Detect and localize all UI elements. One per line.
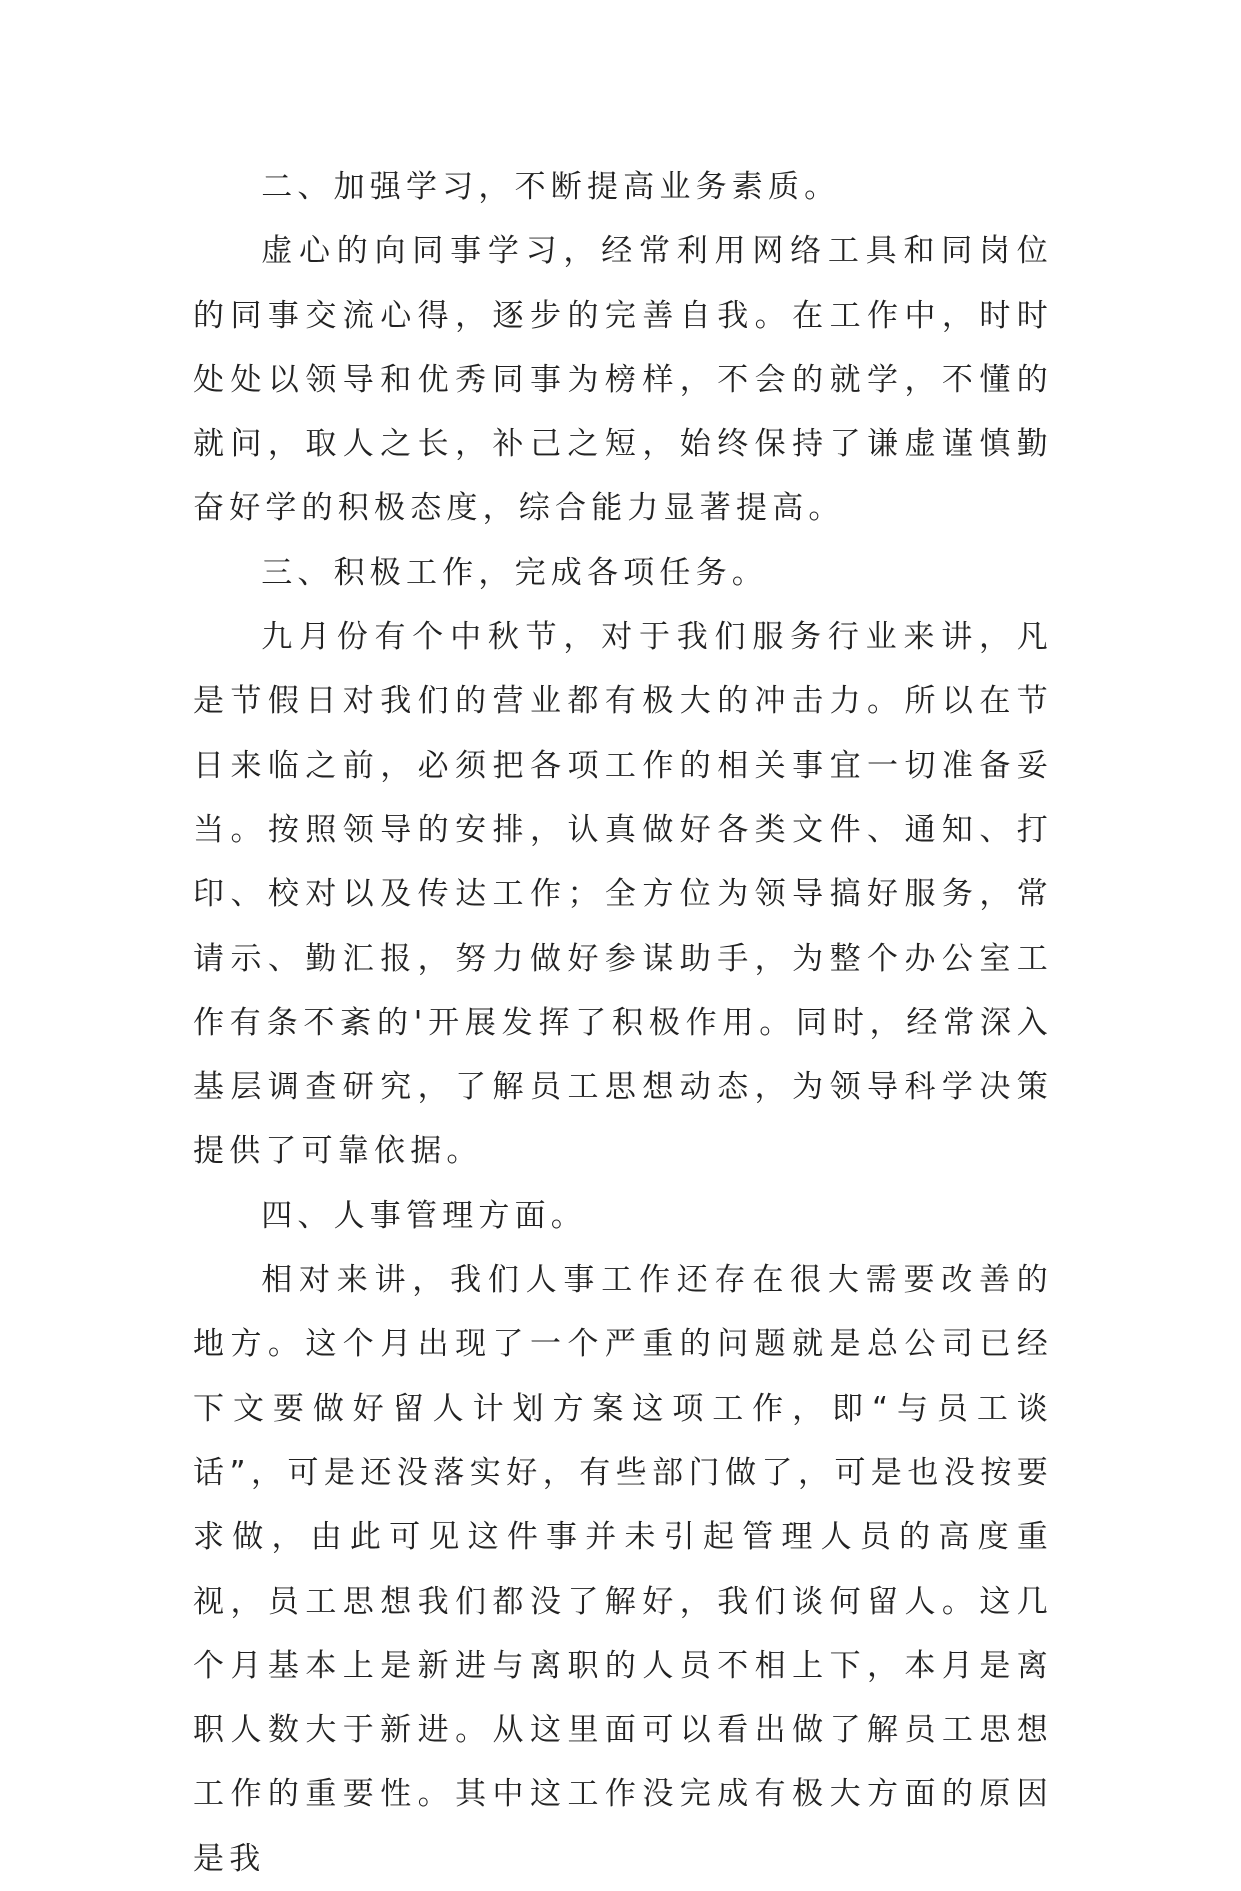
section-heading-tasks: 三、积极工作，完成各项任务。 [261, 554, 768, 591]
paragraph-personnel: 相对来讲，我们人事工作还存在很大需要改善的地方。这个月出现了一个严重的问题就是总公司已经下文要做好留人计划方案这项工作，即“与员工谈话”，可是还没落实好，有些部门做了，可是也没按要求做，由此可见这件事并未引起管理人员的高度重视，员工思想我们都没了解好，我们谈何留人。这几个月基本上是新进与离职的人员不相上下，本月是离职人数大于新进。从这里面可以看出做了解员工思想工作的重要性。其中这工作没完成有极大方面的原因是我 [193, 1262, 1053, 1877]
paragraph-study: 虚心的向同事学习，经常利用网络工具和同岗位的同事交流心得，逐步的完善自我。在工作中，时时处处以领导和优秀同事为榜样，不会的就学，不懂的就问，取人之长，补己之短，始终保持了谦虚谨慎勤奋好学的积极态度，综合能力显著提高。 [193, 233, 1053, 527]
paragraph-tasks: 九月份有个中秋节，对于我们服务行业来讲，凡是节假日对我们的营业都有极大的冲击力。所以在节日来临之前，必须把各项工作的相关事宜一切准备妥当。按照领导的安排，认真做好各类文件、通知、打印、校对以及传达工作；全方位为领导搞好服务，常请示、勤汇报，努力做好参谋助手，为整个办公室工作有条不紊的'开展发挥了积极作用。同时，经常深入基层调查研究，了解员工思想动态，为领导科学决策提供了可靠依据。 [193, 619, 1053, 1170]
section-heading-personnel: 四、人事管理方面。 [261, 1197, 587, 1234]
section-heading-study: 二、加强学习，不断提高业务素质。 [261, 169, 841, 205]
document-body [193, 155, 1053, 1891]
